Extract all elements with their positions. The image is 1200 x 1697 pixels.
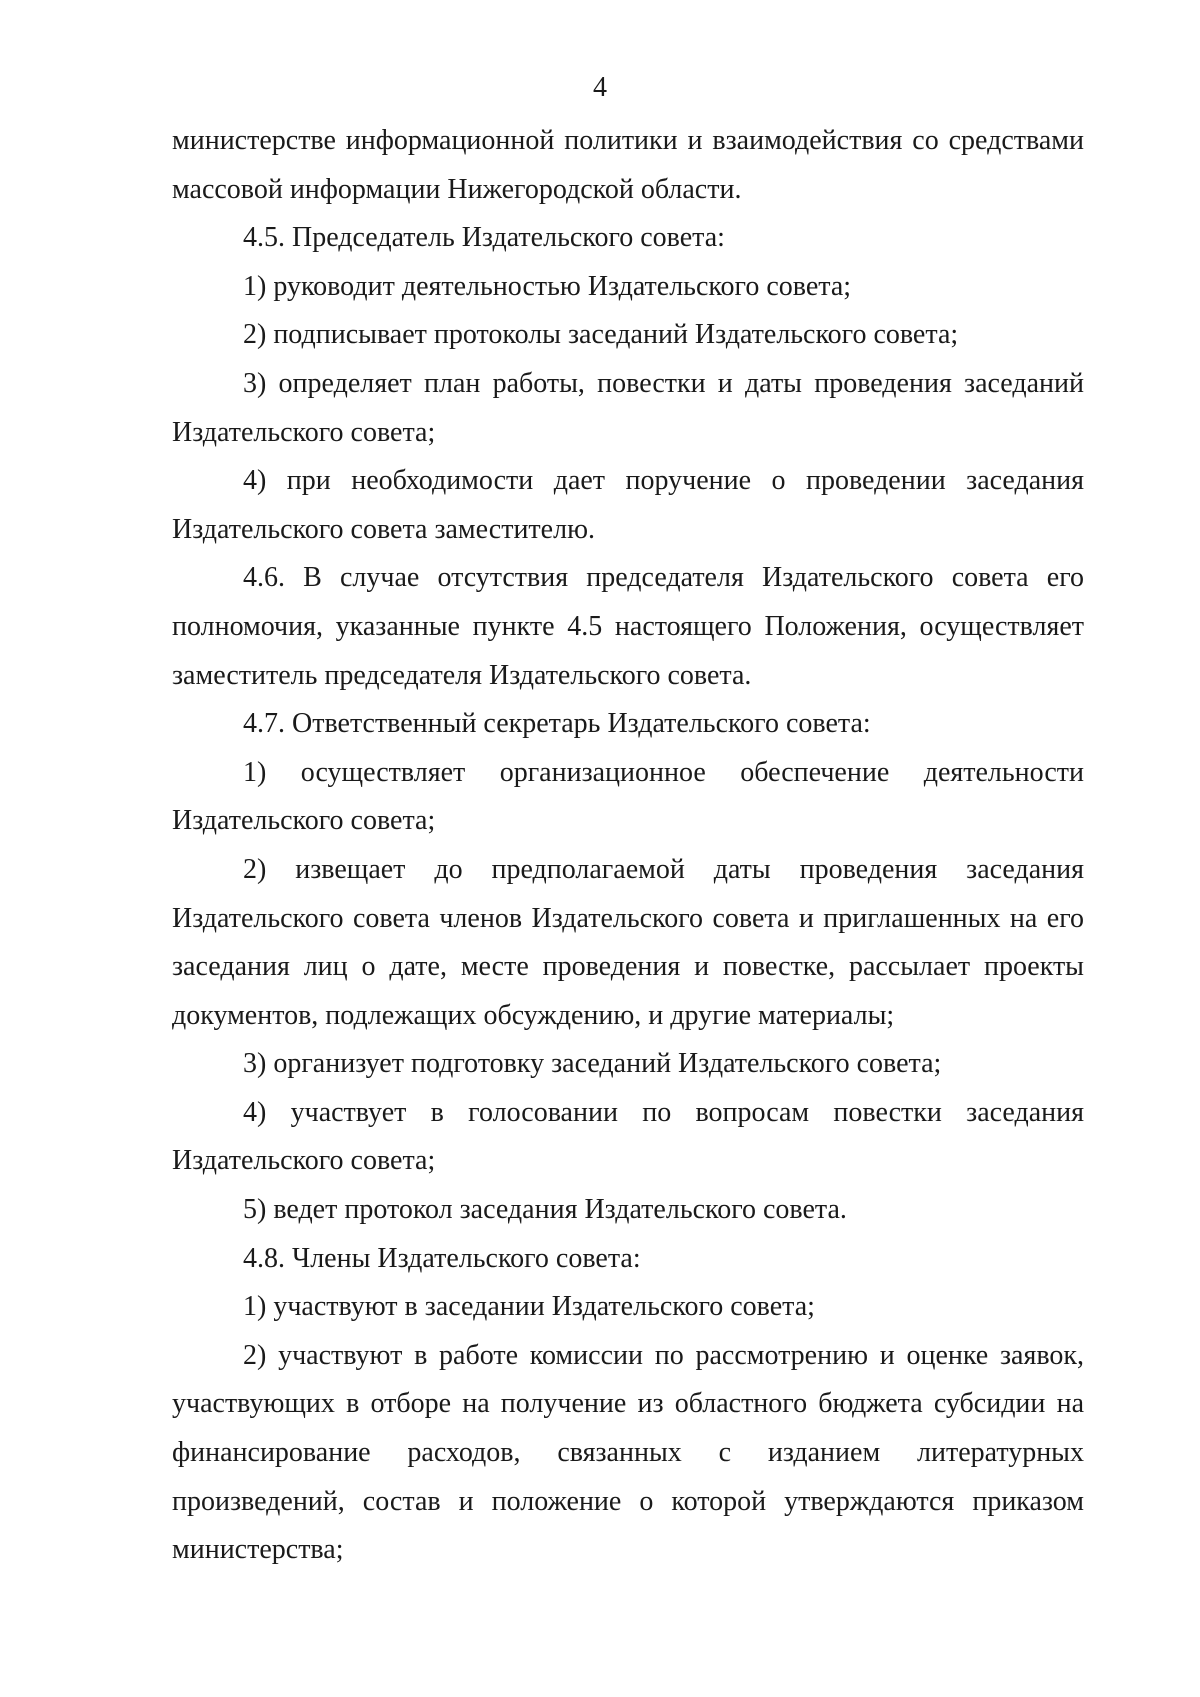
page-number: 4 (593, 72, 607, 103)
paragraph-4-7-item-5: 5) ведет протокол заседания Издательского совета. (243, 1194, 847, 1226)
paragraph-4-5-item-2: 2) подписывает протоколы заседаний Издательского совета; (243, 319, 959, 351)
paragraph-4-5-item-3: 3) определяет план работы, повестки и даты проведения заседаний Издательского совета; (172, 367, 1084, 448)
paragraph-section-4-5-heading: 4.5. Председатель Издательского совета: (243, 222, 725, 254)
paragraph-4-7-item-3: 3) организует подготовку заседаний Издательского совета; (243, 1048, 942, 1080)
document-body (172, 117, 1084, 1575)
paragraph-section-4-8-heading: 4.8. Члены Издательского совета: (243, 1242, 641, 1274)
paragraph-4-8-item-1: 1) участвуют в заседании Издательского совета; (243, 1291, 815, 1323)
paragraph-section-4-6: 4.6. В случае отсутствия председателя Издательского совета его полномочия, указанные пункте 4.5 настоящего Положения, осуществляет заместитель председателя Издательского совета. (172, 562, 1084, 691)
paragraph-4-7-item-2: 2) извещает до предполагаемой даты проведения заседания Издательского совета членов Издательского совета и приглашенных на его заседания лиц о дате, месте проведения и повестке, рассылает проекты документов, подлежащих обсуждению, и другие материалы; (172, 853, 1084, 1031)
paragraph-4-5-item-1: 1) руководит деятельностью Издательского совета; (243, 270, 852, 302)
paragraph-continuation: министерстве информационной политики и взаимодействия со средствами массовой информации Нижегородской области. (172, 125, 1084, 205)
paragraph-4-7-item-1: 1) осуществляет организационное обеспечение деятельности Издательского совета; (172, 756, 1084, 837)
paragraph-4-7-item-4: 4) участвует в голосовании по вопросам повестки заседания Издательского совета; (172, 1096, 1084, 1177)
paragraph-4-8-item-2: 2) участвуют в работе комиссии по рассмотрению и оценке заявок, участвующих в отборе на получение из областного бюджета субсидии на финансирование расходов, связанных с изданием литературных произведений, состав и положение о которой утверждаются приказом министерства; (172, 1339, 1084, 1566)
paragraph-4-5-item-4: 4) при необходимости дает поручение о проведении заседания Издательского совета заместителю. (172, 465, 1084, 545)
paragraph-section-4-7-heading: 4.7. Ответственный секретарь Издательского совета: (243, 708, 871, 740)
